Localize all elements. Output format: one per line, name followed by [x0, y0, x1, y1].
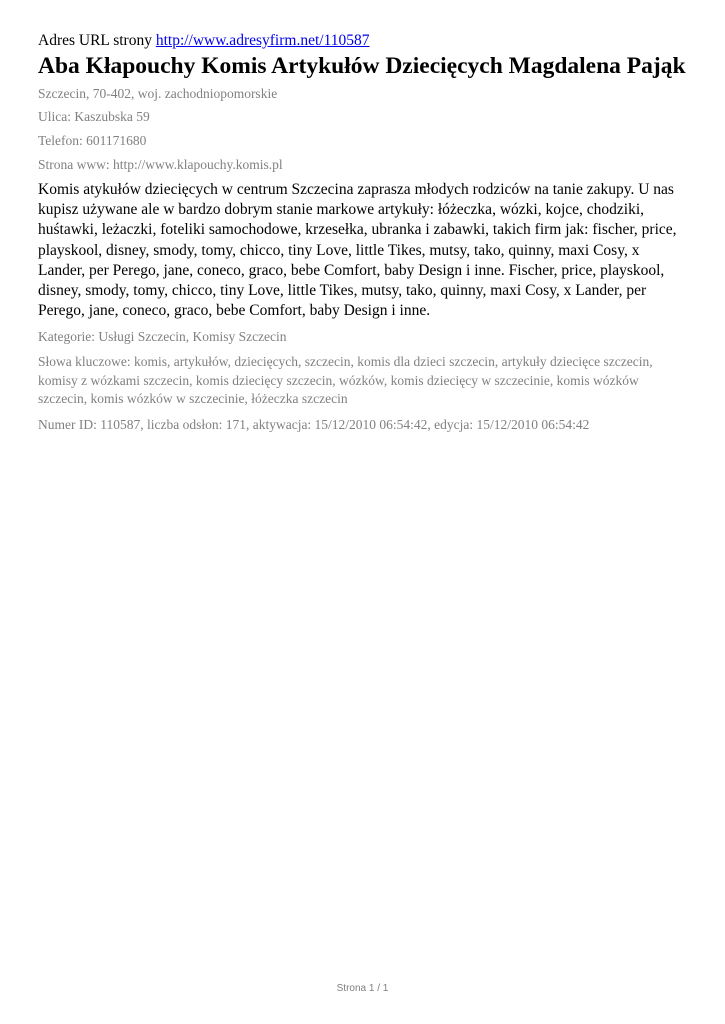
website-address: Strona www: http://www.klapouchy.komis.pl	[38, 157, 283, 172]
record-info: Numer ID: 110587, liczba odsłon: 171, aktywacja: 15/12/2010 06:54:42, edycja: 15/12/2010 06:54:42	[38, 416, 590, 432]
document-body	[38, 31, 690, 434]
phone-number: Telefon: 601171680	[38, 133, 147, 148]
street-address: Ulica: Kaszubska 59	[38, 109, 150, 124]
categories: Kategorie: Usługi Szczecin, Komisy Szczecin	[38, 329, 287, 345]
city-address: Szczecin, 70-402, woj. zachodniopomorskie	[38, 86, 278, 101]
keywords: Słowa kluczowe: komis, artykułów, dziecięcych, szczecin, komis dla dzieci szczecin, artykuły dziecięce szczecin, komisy z wózkami szczecin, komis dziecięcy szczecin, wózków, komis dziecięcy w szczecinie, komis wózków szczecin, komis wózków w szczecinie, łóżeczka szczecin	[38, 354, 653, 407]
page-url-line	[38, 31, 690, 51]
business-description: Komis atykułów dziecięcych w centrum Szczecina zaprasza młodych rodziców na tanie zakupy. U nas kupisz używane ale w bardzo dobrym stanie markowe artykuły: łóżeczka, wózki, kojce, chodziki, huśtawki, leżaczki, foteliki samochodowe, krzesełka, ubranka i zabawki, takich firm jak: fischer, price, playskool, disney, smody, tomy, chicco, tiny Love, little Tikes, mutsy, tako, quinny, maxi Cosy, x Lander, per Perego, jane, coneco, graco, bebe Comfort, baby Design i inne. Fischer, price, playskool, disney, smody, tomy, chicco, tiny Love, little Tikes, mutsy, tako, quinny, maxi Cosy, x Lander, per Perego, jane, coneco, graco, bebe Comfort, baby Design i inne.	[38, 181, 677, 320]
page-title: Aba Kłapouchy Komis Artykułów Dziecięcych Magdalena Pająk	[38, 53, 686, 79]
page-url-link[interactable]: http://www.adresyfirm.net/110587	[155, 32, 370, 49]
url-prefix: Adres URL strony	[38, 32, 152, 49]
page-number: Strona 1 / 1	[336, 983, 389, 994]
